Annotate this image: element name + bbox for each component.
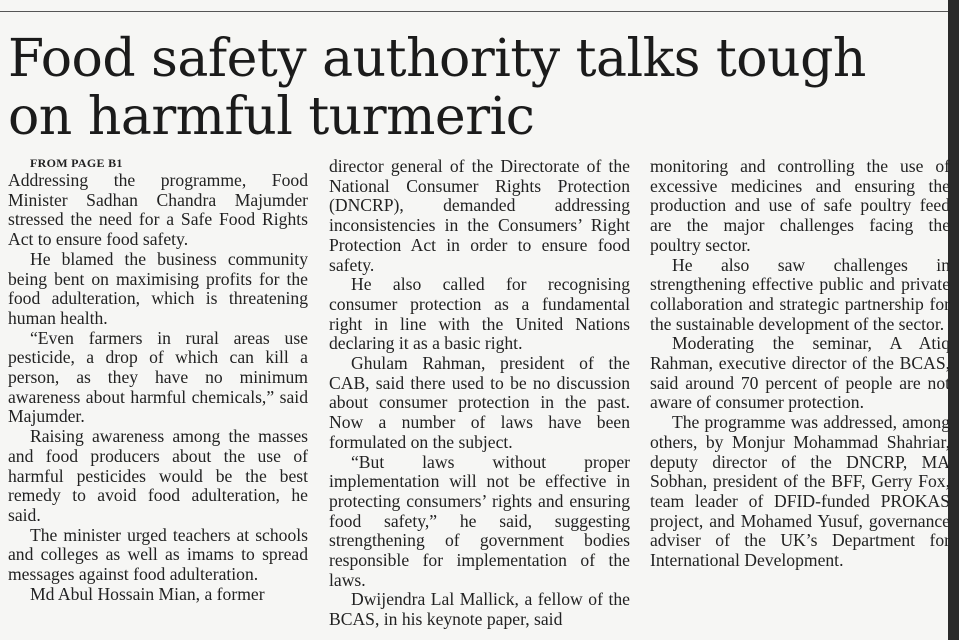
headline: Food safety authority talks tough on harmful turmeric <box>8 29 866 147</box>
paragraph: He also called for recognising consumer protection as a fundamental right in line with the United Nations declaring it as a basic right. <box>329 274 630 354</box>
column-1 <box>8 156 308 604</box>
top-rule <box>0 11 948 12</box>
paragraph: “Even farmers in rural areas use pesticide, a drop of which can kill a person, as they have no minimum awareness about harmful chemicals,” said Majumder. <box>8 327 308 427</box>
paragraph: Addressing the programme, Food Minister Sadhan Chandra Majumder stressed the need for a Safe Food Rights Act to ensure food safety. <box>8 170 308 250</box>
paragraph: Md Abul Hossain Mian, a former <box>30 583 265 604</box>
paragraph: director general of the Directorate of the National Consumer Rights Protection (DNCRP), demanded addressing inconsistencies in the Consumers’ Right Protection Act in order to ensure food safety. <box>329 156 630 275</box>
kicker: FROM PAGE B1 <box>30 156 123 170</box>
paragraph: Moderating the seminar, A Atiq Rahman, executive director of the BCAS, said around 70 percent of people are not aware of consumer protection. <box>650 333 950 413</box>
paragraph: He also saw challenges in strengthening effective public and private collaboration and strategic partnership for the sustainable development of the sector. <box>650 254 950 334</box>
paragraph: Dwijendra Lal Mallick, a fellow of the BCAS, in his keynote paper, said <box>329 589 630 630</box>
paragraph: He blamed the business community being bent on maximising profits for the food adulteration, which is threatening human health. <box>8 248 308 328</box>
paragraph: Raising awareness among the masses and food producers about the use of harmful pesticides would be the best remedy to avoid food adulteration, he said. <box>8 426 308 525</box>
column-3 <box>650 157 950 571</box>
paragraph: The programme was addressed, among others, by Monjur Mohammad Shahriar, deputy director of the DNCRP, MA Sobhan, president of the BFF, Gerry Fox, team leader of DFID-funded PROKAS project, and Mohamed Yusuf, governance adviser of the UK’s Department for International Development. <box>650 412 950 571</box>
paragraph: Ghulam Rahman, president of the CAB, said there used to be no discussion about consumer protection in the past. Now a number of laws have been formulated on the subject. <box>329 353 630 452</box>
paragraph: monitoring and controlling the use of excessive medicines and ensuring the production and use of safe poultry feed are the major challenges facing the poultry sector. <box>650 156 950 255</box>
paragraph: “But laws without proper implementation will not be effective in protecting consumers’ rights and ensuring food safety,” he said, suggesting strengthening of government bodies responsible for implementation of the laws. <box>329 451 630 590</box>
column-2 <box>329 157 630 630</box>
paragraph: The minister urged teachers at schools and colleges as well as imams to spread messages against food adulteration. <box>8 524 308 585</box>
